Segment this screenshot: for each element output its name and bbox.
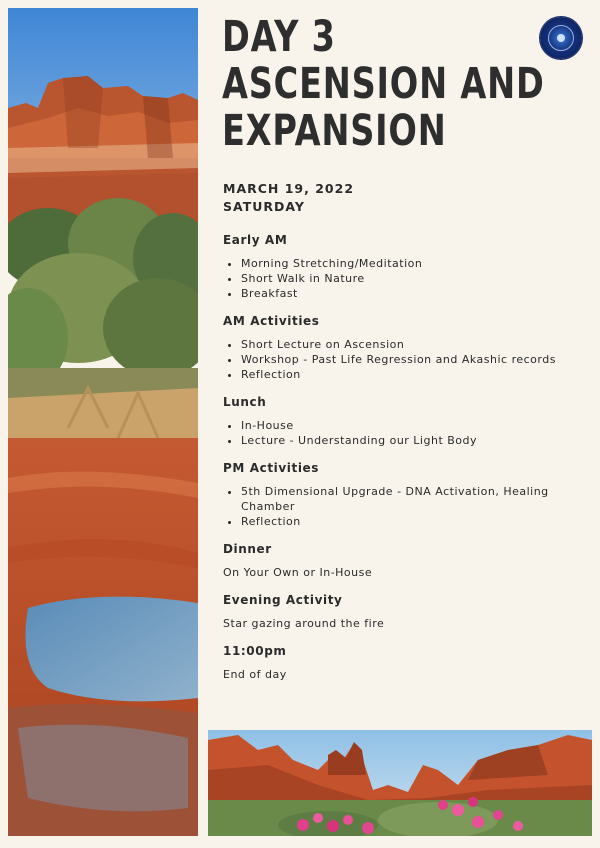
- list-item: • Morning Stretching/Meditation: [241, 256, 593, 271]
- section-heading: PM Activities: [223, 461, 320, 475]
- list-item: • In-House: [241, 418, 593, 433]
- list-item: • 5th Dimensional Upgrade - DNA Activation, Healing Chamber: [241, 484, 593, 514]
- section-text: End of day: [223, 668, 287, 681]
- section-pm-activities: [223, 460, 593, 529]
- list-item: • Reflection: [241, 514, 593, 529]
- section-dinner: [223, 541, 593, 580]
- section-end-time: [223, 643, 593, 682]
- list-item: • Short Walk in Nature: [241, 271, 593, 286]
- section-early-am: [223, 232, 593, 301]
- schedule: [223, 232, 593, 694]
- list-item: • Reflection: [241, 367, 593, 382]
- side-landscape-photo: [8, 8, 198, 836]
- section-am-activities: [223, 313, 593, 382]
- weekday-line: SATURDAY: [223, 199, 305, 214]
- section-heading: AM Activities: [223, 314, 320, 328]
- title-line-1: DAY 3: [222, 12, 336, 62]
- section-evening-activity: [223, 592, 593, 631]
- page-title: [222, 12, 545, 156]
- list-item: • Lecture - Understanding our Light Body: [241, 433, 593, 448]
- bottom-landscape-photo: [208, 730, 592, 836]
- section-heading: Lunch: [223, 395, 267, 409]
- list-item: • Breakfast: [241, 286, 593, 301]
- section-heading: 11:00pm: [223, 644, 287, 658]
- logo-icon: [540, 17, 582, 59]
- event-date: [223, 180, 354, 216]
- list-item: • Workshop - Past Life Regression and Akashic records: [241, 352, 593, 367]
- date-line: MARCH 19, 2022: [223, 181, 355, 196]
- section-heading: Early AM: [223, 233, 288, 247]
- section-heading: Dinner: [223, 542, 272, 556]
- section-lunch: [223, 394, 593, 448]
- list-item: • Short Lecture on Ascension: [241, 337, 593, 352]
- section-heading: Evening Activity: [223, 593, 343, 607]
- section-text: On Your Own or In-House: [223, 566, 373, 579]
- title-line-2: ASCENSION AND: [222, 59, 545, 109]
- title-line-3: EXPANSION: [222, 106, 447, 156]
- section-text: Star gazing around the fire: [223, 617, 385, 630]
